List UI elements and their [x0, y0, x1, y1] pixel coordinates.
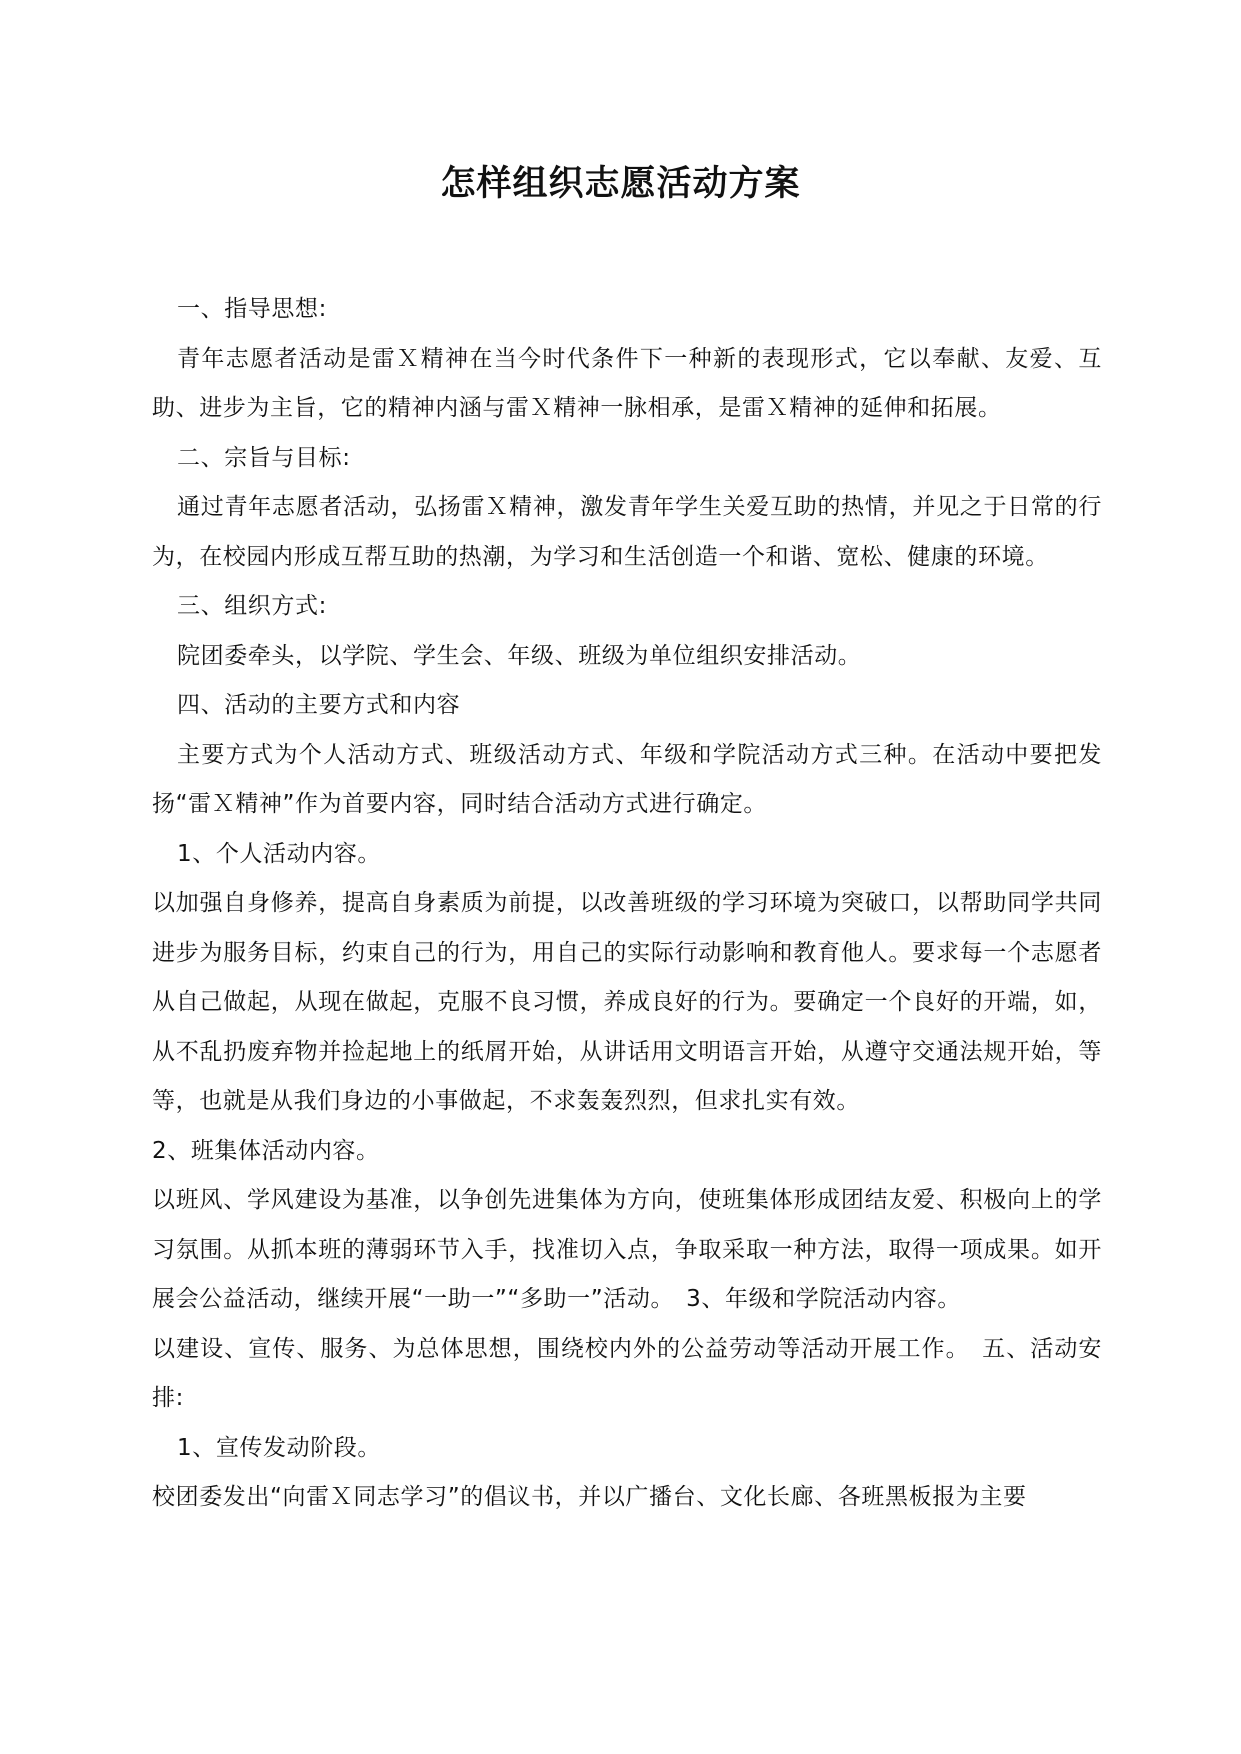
paragraph-individual-activities: 以加强自身修养，提高自身素质为前提，以改善班级的学习环境为突破口，以帮助同学共同进步为服务目标，约束自己的行为，用自己的实际行动影响和教育他人。要求每一个志愿者从自己做起，从现在做起，克服不良习惯，养成良好的行为。要确定一个良好的开端，如，从不乱扔废弃物并捡起地上的纸屑开始，从讲话用文明语言开始，从遵守交通法规开始，等等，也就是从我们身边的小事做起，不求轰轰烈烈，但求扎实有效。 [152, 890, 1102, 1114]
paragraph-grade-college-activities: 以建设、宣传、服务、为总体思想，围绕校内外的公益劳动等活动开展工作。 五、活动安排: [152, 1335, 1102, 1411]
paragraph-class-activities: 以班风、学风建设为基准，以争创先进集体为方向，使班集体形成团结友爱、积极向上的学习氛围。从抓本班的薄弱环节入手，找准切入点，争取采取一种方法，取得一项成果。如开展会公益活动，继续开展“一助一”“多助一”活动。 3、年级和学院活动内容。 [152, 1187, 1102, 1312]
paragraph-activity-methods: 主要方式为个人活动方式、班级活动方式、年级和学院活动方式三种。在活动中要把发扬“雷Ｘ精神”作为首要内容，同时结合活动方式进行确定。 [152, 741, 1102, 817]
paragraph-organization: 院团委牵头，以学院、学生会、年级、班级为单位组织安排活动。 [177, 642, 862, 669]
paragraph-purpose-goals: 通过青年志愿者活动，弘扬雷Ｘ精神，激发青年学生关爱互助的热情，并见之于日常的行为，在校园内形成互帮互助的热潮，为学习和生活创造一个和谐、宽松、健康的环境。 [152, 494, 1102, 570]
heading-organization: 三、组织方式: [177, 593, 327, 619]
document-body [152, 285, 1102, 1523]
heading-purpose-goals: 二、宗旨与目标: [177, 444, 351, 471]
subheading-individual-activities: 1、个人活动内容。 [177, 840, 382, 867]
heading-guiding-ideology: 一、指导思想: [177, 296, 327, 322]
document-title: 怎样组织志愿活动方案 [440, 164, 801, 204]
subheading-class-activities: 2、班集体活动内容。 [152, 1137, 380, 1164]
subheading-publicity-stage: 1、宣传发动阶段。 [177, 1434, 382, 1461]
paragraph-publicity-stage: 校团委发出“向雷Ｘ同志学习”的倡议书，并以广播台、文化长廊、各班黑板报为主要 [152, 1484, 1027, 1510]
paragraph-guiding-ideology: 青年志愿者活动是雷Ｘ精神在当今时代条件下一种新的表现形式，它以奉献、友爱、互助、进步为主旨，它的精神内涵与雷Ｘ精神一脉相承，是雷Ｘ精神的延伸和拓展。 [152, 345, 1102, 421]
heading-activity-methods: 四、活动的主要方式和内容 [177, 692, 461, 718]
